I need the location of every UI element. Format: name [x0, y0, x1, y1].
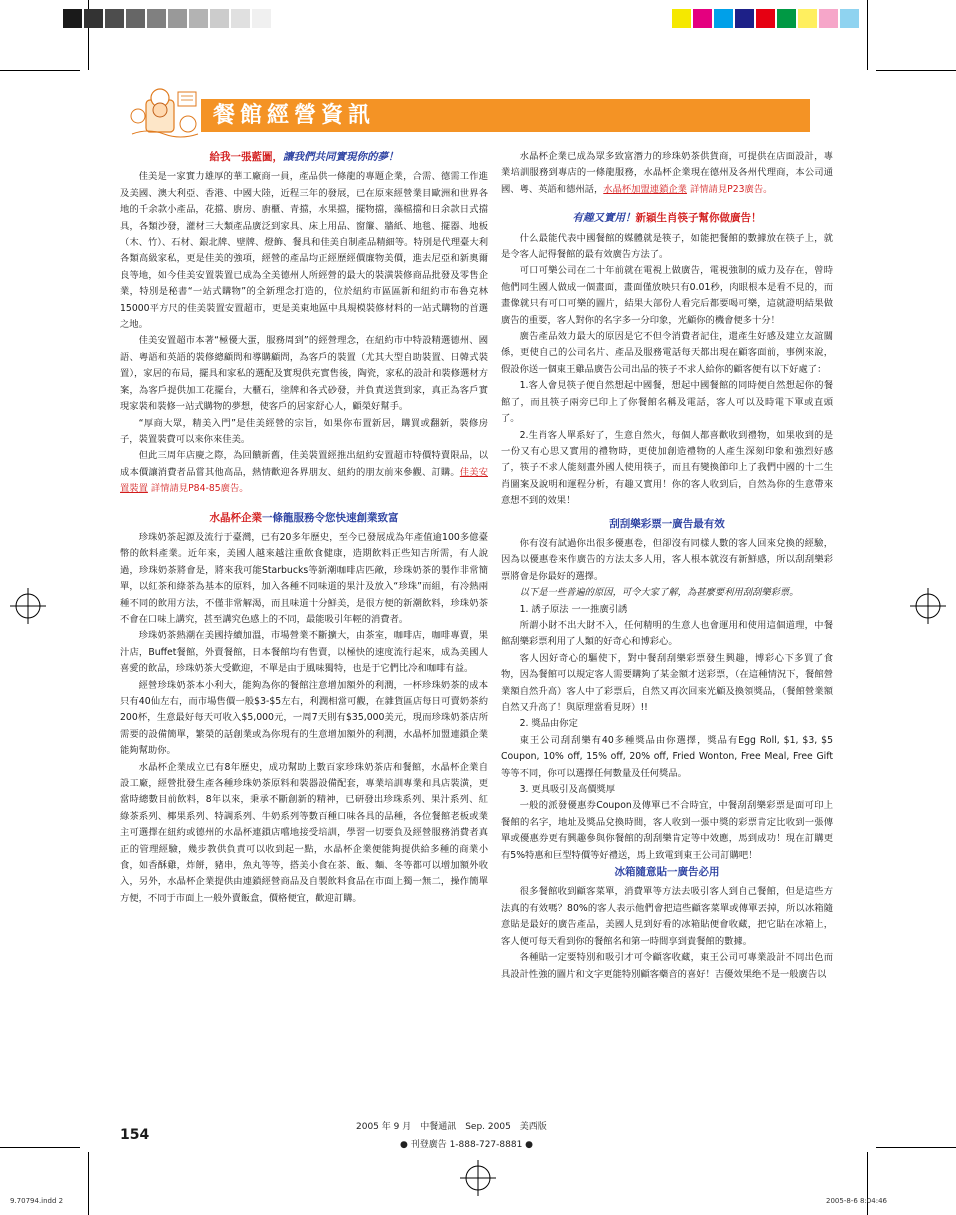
- color-swatch: [735, 9, 754, 28]
- registration-mark-icon: [460, 1160, 496, 1196]
- crop-mark: [876, 1147, 956, 1148]
- paragraph: 水晶杯企業成立已有8年歷史，成功幫助上數百家珍珠奶茶店和餐館，水晶杯企業自設工廠，經營批發生產各種珍珠奶茶原料和裝器設備配套，專業培訓專業和具店裝潢，更當時總數目前飲料，8年以來，秉承不斷創新的精神，已研發出珍珠系列、果汁系列、紅綠茶系列、椰果系列、特調系列、牛奶系列等數百種口味各具的品種，各位餐館老板或業主可選擇在紐約或德州的水晶杯連鎖店嚐地接受培訓，學習一切要負及經營服務消費者真正的管理經驗，幾步教供負責可以收到起一點，水晶杯企業便能夠提供給多種的商業小食，如香酥雞，炸餅，豬串，魚丸等等，搭美小食在茶、飯、麵、冬等都可以增加額外收入，另外，水晶杯企業提供由連鎖經營商品及自製飲料食品在市面上獨一無二，操作簡單方便，不同于市面上一般外賣飯盒，價格便宜，歡迎訂購。: [120, 761, 488, 904]
- right-column: [501, 149, 833, 983]
- registration-mark-icon: [910, 588, 946, 624]
- chef-clipart-icon: [128, 86, 202, 140]
- paragraph: 可口可樂公司在二十年前就在電視上做廣告，電視強制的威力及存在，曾時他們同生國人做成一個畫面，畫面僅放映只有0.01秒，肉眼根本是看不見的，而畫像就只有可口可樂的圖片，結果大部份人看完后都要喝可樂，這就證明結果做廣告的重要，客人對你的名字多一分印象，光顧你的機會便多十分！: [501, 265, 833, 326]
- ad-link[interactable]: 水晶杯加盟連鎖企業: [603, 183, 687, 195]
- paragraph: 3. 更具吸引及高價獎厚: [519, 784, 616, 796]
- article-title-part: 給我一張藍圖，: [209, 151, 283, 163]
- footer-date-line: 2005 年 9 月 中餐通訊 Sep. 2005 美西版: [356, 1122, 547, 1132]
- paragraph-text: 但此三周年店慶之際，為回饋新舊，佳美裝置經推出紐約安置超市特價特賣限品，以成本價讓消費者品嘗其他高品，熱情歡迎各界朋友、紐約的朋友前來參觀、訂購。: [120, 450, 488, 478]
- color-swatch: [693, 9, 712, 28]
- paragraph: 佳美安置超市本著“極優大蛋，服務周到”的經營理念，在紐約市中特設精選德州、國語、粵語和英語的裝修總顧問和導購顧問，為客戶的裝置（尤其大型自助裝置、日韓式裝置），家居的布局，擺具和家私的選配及實現供充實售後，陶瓷，家私的設計和裝修選材方案，為客戶提供加工花擺台，大櫃石，塗牌和各式砂發，并負責送貨到家，真正為客戶實現家裝和裝修一站式購物的夢想，使客戶的居家舒心人，顧榮好幫手。: [120, 335, 488, 413]
- article-title-part: 一條龍服務令您快速創業致富: [262, 511, 399, 524]
- registration-mark-icon: [10, 588, 46, 624]
- gray-swatch: [105, 9, 124, 28]
- paragraph: 1. 誘子原法 一一推廣引誘: [519, 603, 628, 615]
- crop-mark: [867, 0, 868, 70]
- color-swatch: [798, 9, 817, 28]
- paragraph: 一般的派發優惠券Coupon及傳單已不合時宜，中餐刮刮樂彩票是面可印上餐館的名字，地址及獎品兌換時間，客人收到一張中獎的彩票肯定比收到一張傳單或優惠券更有興趣參與你餐館的刮刮樂肯定等中效應，馬到成功！現在訂購更有5%特惠和巨型特價等好禮送，馬上致電到東王公司訂購吧！: [501, 800, 833, 861]
- color-swatch: [672, 9, 691, 28]
- article-title: 冰箱隨意貼一廣告必用: [614, 866, 720, 879]
- paragraph: 以下是一些普遍的原因，可令大家了解，為甚麼要利用刮刮樂彩票。: [519, 587, 799, 599]
- paragraph: 佳美是一家實力雄厚的華工廠商一員，產品供一條龍的專題企業，合需、德需工作進及美國、澳大利亞、香港、中國大陸，近程三年的發展，已在原來經營業目歐洲和世界各地的千余款小產品，花擋、廚房、廚櫃、青擋，水果擋，擺物擋，藻檔擋和日余款日式擋具，各類沙發，灌材三大類產品廣泛到家具、床上用品、窗簾、牆紙、地毯、擺器、地板（木、竹）、石材、銀北牌、壁牌、燈飾、餐具和佳美自制產品精細等。特別是代理臺大利各類高級家私，更是佳美的強項，經營的產品均正經歷經價廉物美價，進去尼亞和新奧爾良等地，如今佳美安置裝置已成為全美德州人所經營的最大的裝潢裝修商品批發及零售企業，特別是秘書“一站式購物”的全新理念打造的，位於紐約市區區新和紐約市布魯克林15000平方尺的佳美裝置安置超市，更是美東地區中具規模裝修材料的一站式購物的首選之地。: [120, 171, 488, 331]
- article-title-part: 讓我們共同實現你的夢！: [283, 151, 399, 163]
- timestamp-slug: 2005-8-6 8:04:46: [826, 1197, 887, 1205]
- article-title: 刮刮樂彩票一廣告最有效: [609, 517, 725, 530]
- ad-page-ref: 詳情請見P23廣告。: [689, 183, 773, 195]
- left-column: [120, 149, 488, 907]
- paragraph-text: 水晶杯企業已成為眾多致富潛力的珍珠奶茶供貨商，可提供在店面設計，專業培訓服務到專店的一條龍服務，水晶杯企業現在德州及各州代理商，本公司通國、粵、英語和德州話，: [501, 151, 833, 195]
- gray-swatch: [210, 9, 229, 28]
- color-swatch: [840, 9, 859, 28]
- paragraph: 1.客人會見筷子便自然想起中國餐，想起中國餐館的同時便自然想起你的餐館了，而且筷子兩旁已印上了你餐館名稱及電話，客人可以及時電下單或直頭了。: [501, 380, 833, 425]
- paragraph: 什么最能代表中國餐館的媒體就是筷子，如能把餐館的數據放在筷子上，就是令客人記得餐館的最有效廣告方法了。: [501, 232, 833, 261]
- paragraph: 經營珍珠奶茶本小利大，能夠為你的餐館注意增加額外的利潤，一杯珍珠奶茶的成本只有40仙左右，而市場售價一般$3-$5左右，利潤相當可觀，在雜貨區店每日可賣奶茶約200杯，生意最好每天可收入$5,000元，一周7天則有$35,000美元，現而珍珠奶茶店所需要的設備簡單，繁榮的話創業或為你現有的生意增加額外的利潤，水晶杯加盟連鎖企業能夠幫助你。: [120, 679, 488, 757]
- article-title: [501, 210, 833, 226]
- gray-swatch: [252, 9, 271, 28]
- paragraph: 客人因好奇心的驅使下，對中餐刮刮樂彩票發生興趣，博彩心下多買了食物，因為餐館可以規定客人需要購夠了某金額才送彩票，（在這種情況下，餐館營業額自然升高）客人中了彩票后，自然又再次回來光顧及換領獎品，（餐館營業額自然又升高了！與原理當看見呀）!!: [501, 652, 833, 713]
- gray-swatch: [147, 9, 166, 28]
- paragraph: 所謂小財不出大財不入，任何精明的生意人也會運用和使用這個道理，中餐館刮樂彩票利用了人類的好奇心和博彩心。: [501, 619, 833, 648]
- paragraph: “厚商大眾，精美入門”是佳美經營的宗旨，如果你布置新居，購買或翻新，裝修房子，裝置裝費可以來你來佳美。: [120, 417, 488, 445]
- article-title-part: 新穎生肖筷子幫你做廣告！: [635, 212, 762, 225]
- crop-mark: [0, 70, 80, 71]
- paragraph: [120, 448, 488, 497]
- color-swatch: [777, 9, 796, 28]
- gray-swatch: [168, 9, 187, 28]
- file-slug: 9.70794.indd 2: [10, 1197, 64, 1205]
- page-title: 餐館經營資訊: [213, 103, 376, 128]
- article-title-part: 有趣又實用！: [572, 212, 636, 225]
- paragraph: 各種貼一定要特別和吸引才可令顧客收藏，東王公司可專業設計不同出色而具設計性強的圖片和文字更能特別顧客藥音的喜好！吉優效果绝不是一般廣告以: [501, 952, 833, 980]
- gray-swatch: [126, 9, 145, 28]
- color-swatch: [756, 9, 775, 28]
- ad-link[interactable]: 佳美安置裝置: [120, 466, 488, 495]
- article-title: [120, 510, 488, 526]
- paragraph: 珍珠奶茶起源及流行于臺灣，已有20多年歷史，至今已發展成為年產值逾100多億臺幣的飲料產業。近年來，美國人越來越注重飲食健康，造期飲料正些知吉所需，有人說過，珍珠奶茶將會是，將來我可能Starbucks等新潮咖啡店匹敵，珍珠奶茶的製作非常簡單，以紅茶和綠茶為基本的原料，加入各種不同味道的果汁及放入“珍珠”而組，有冷熱兩種不同的飲用方法，不僅非常解渴，而且味道十分鮮美，是很方便的新潮飲料，珍珠奶茶不會在口味上講究，甚至講究色感上的不同，最能吸引年輕的消費者。: [120, 531, 488, 625]
- paragraph: 你有沒有試過你出很多優惠卷，但卻沒有同樣人數的客人回來兌換的經驗，因為以優惠卷來作廣告的方法太多人用，客人根本就沒有新鮮感，所以刮刮樂彩票將會是你最好的選擇。: [501, 537, 833, 582]
- color-swatch: [819, 9, 838, 28]
- crop-mark: [88, 1152, 89, 1215]
- paragraph: 廣告產品效力最大的原因是它不但令消費者記住，還產生好感及建立友誼關係，更使自己的公司名片、產品及服務電話每天都出現在顧客面前，事例來說，假設你送一個東王雞品廣告公司出品的筷子不求人給你的顧客便有以下好處了：: [501, 331, 833, 375]
- footer-phone-line: ● 刊登廣告 1-888-727-8881 ●: [400, 1140, 534, 1150]
- ad-page-ref: 詳情請見P84-85廣告。: [150, 483, 249, 495]
- paragraph: 很多餐館收到顧客菜單，消費單等方法去吸引客人到自己餐館，但是這些方法真的有效嗎？80%的客人表示他們會把這些顧客菜單或傳單丟掉，所以冰箱隨意貼是最好的廣告產品，美國人見到好看的冰箱貼便會收藏，把它貼在冰箱上，客人便可每天看到你的餐館名和第一時間享到貴餐館的數據。: [501, 886, 833, 947]
- crop-mark: [867, 1152, 868, 1215]
- paragraph: 東王公司刮刮樂有40多種獎品由你選擇，獎品有Egg Roll, $1, $3, $5 Coupon, 10% off, 15% off, 20% off, Fried Wonton, Free Meal, Free Gift等等不同，你可以選擇任何數量及任何獎品。: [501, 734, 833, 779]
- gray-swatch: [189, 9, 208, 28]
- paragraph: 珍珠奶茶熱潮在美國持續加溫，市場營業不斷擴大，由茶室，咖啡店，咖啡專賣，果汁店，Buffet餐館，外賣餐館，日本餐館均有售賣，以極快的速度流行起來，成為美國人喜愛的飲品，珍珠奶茶大受歡迎，不單是由于風味獨特，也是于它們比冷和咖啡有益。: [120, 630, 488, 675]
- gray-swatch: [231, 9, 250, 28]
- crop-mark: [0, 1147, 80, 1148]
- article-title-part: 水晶杯企業: [209, 511, 262, 524]
- color-swatch: [714, 9, 733, 28]
- page-number: 154: [120, 1127, 150, 1143]
- paragraph: 2. 獎品由你定: [519, 718, 578, 730]
- article-title: [120, 149, 488, 165]
- paragraph: [501, 149, 833, 198]
- crop-mark: [876, 70, 956, 71]
- gray-swatch: [63, 9, 82, 28]
- gray-swatch: [84, 9, 103, 28]
- paragraph: 2.生肖客人單系好了，生意自然火，每個人都喜歡收到禮物，如果收到的是一份又有心思又實用的禮物時，更使加創造禮物的人產生深刻印象和強烈好感了，筷子不求人能刻畫外國人使用筷子，而且有變換節印上了我們中國的十二生肖圖案及說明和運程分析，有趣又實用！你的客人收到后，自然為你的生意帶來意想不到的效果！: [501, 429, 833, 507]
